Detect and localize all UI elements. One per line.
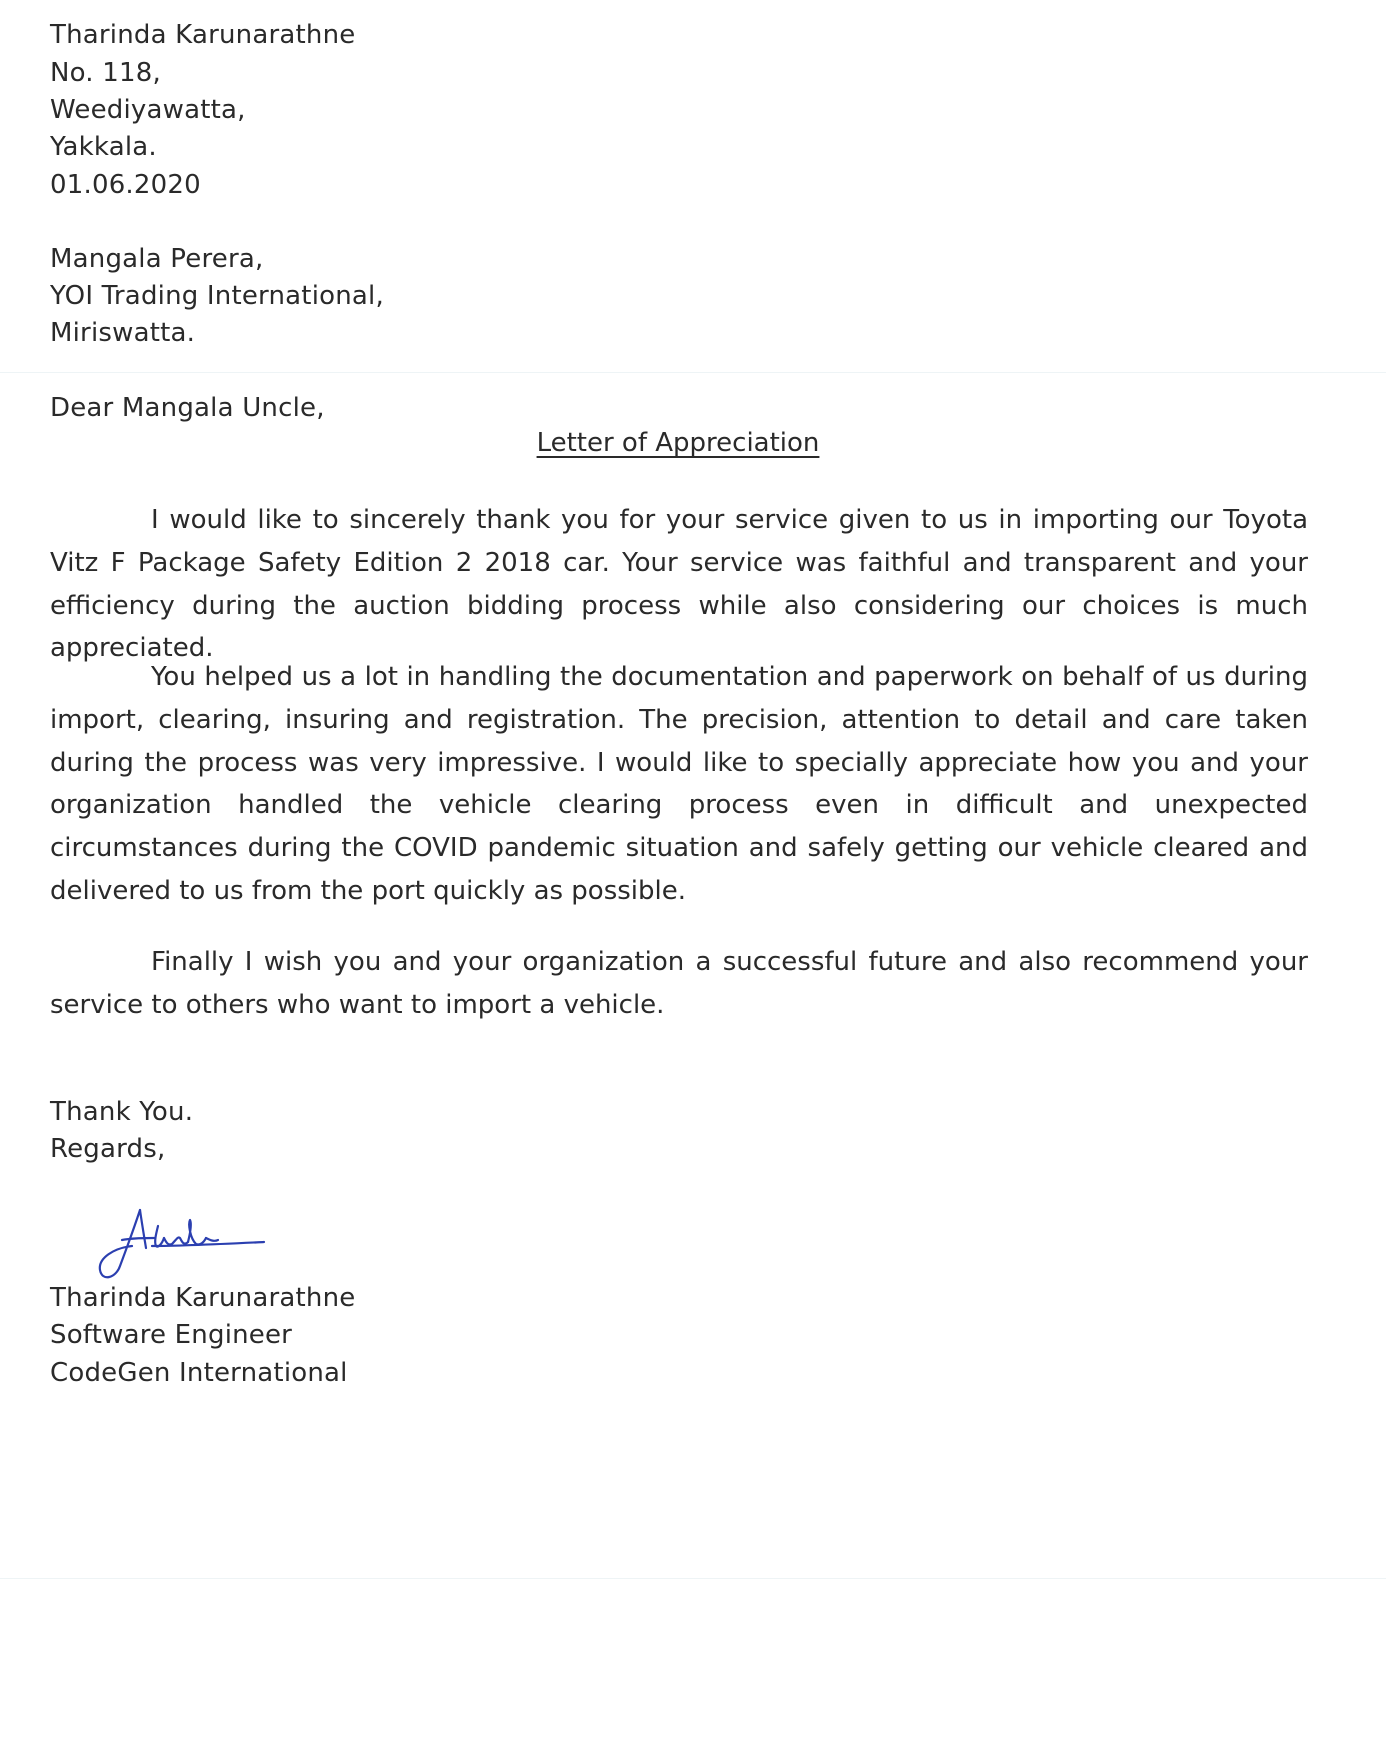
signoff-role: Software Engineer [50, 1320, 293, 1350]
sender-name: Tharinda Karunarathne [50, 20, 356, 50]
sender-address-line3: Yakkala. [50, 132, 157, 162]
scan-artifact-line [0, 372, 1386, 373]
body-paragraph-3: Finally I wish you and your organization a successful future and also recommend your service to others who want to import a vehicle. [50, 947, 1308, 1020]
recipient-name: Mangala Perera, [50, 244, 264, 274]
sender-address-line1: No. 118, [50, 58, 161, 88]
scan-artifact-line [0, 1578, 1386, 1579]
recipient-city: Miriswatta. [50, 318, 196, 348]
sender-address-line2: Weediyawatta, [50, 95, 246, 125]
salutation: Dear Mangala Uncle, [50, 393, 325, 423]
letter-title: Letter of Appreciation [536, 428, 820, 458]
closing-thanks: Thank You. [50, 1097, 194, 1127]
handwritten-signature [92, 1198, 272, 1288]
signoff-name: Tharinda Karunarathne [50, 1283, 356, 1313]
recipient-company: YOI Trading International, [50, 281, 384, 311]
body-paragraph-2: You helped us a lot in handling the documentation and paperwork on behalf of us during import, clearing, insuring and registration. The precision, attention to detail and care taken during the process was very impressive. I would like to specially appreciate how you and your organization handled the vehicle clearing process even in difficult and unexpected circumstances during the COVID pandemic situation and safely getting our vehicle cleared and delivered to us from the port quickly as possible. [50, 662, 1308, 906]
closing-regards: Regards, [50, 1134, 166, 1164]
letter-date: 01.06.2020 [50, 170, 201, 200]
body-paragraph-1: I would like to sincerely thank you for your service given to us in importing our Toyota Vitz F Package Safety Edition 2 2018 car. Your service was faithful and transparent and your efficiency during the auction bidding process while also considering our choices is much appreciated. [50, 505, 1308, 664]
signoff-organization: CodeGen International [50, 1358, 348, 1388]
